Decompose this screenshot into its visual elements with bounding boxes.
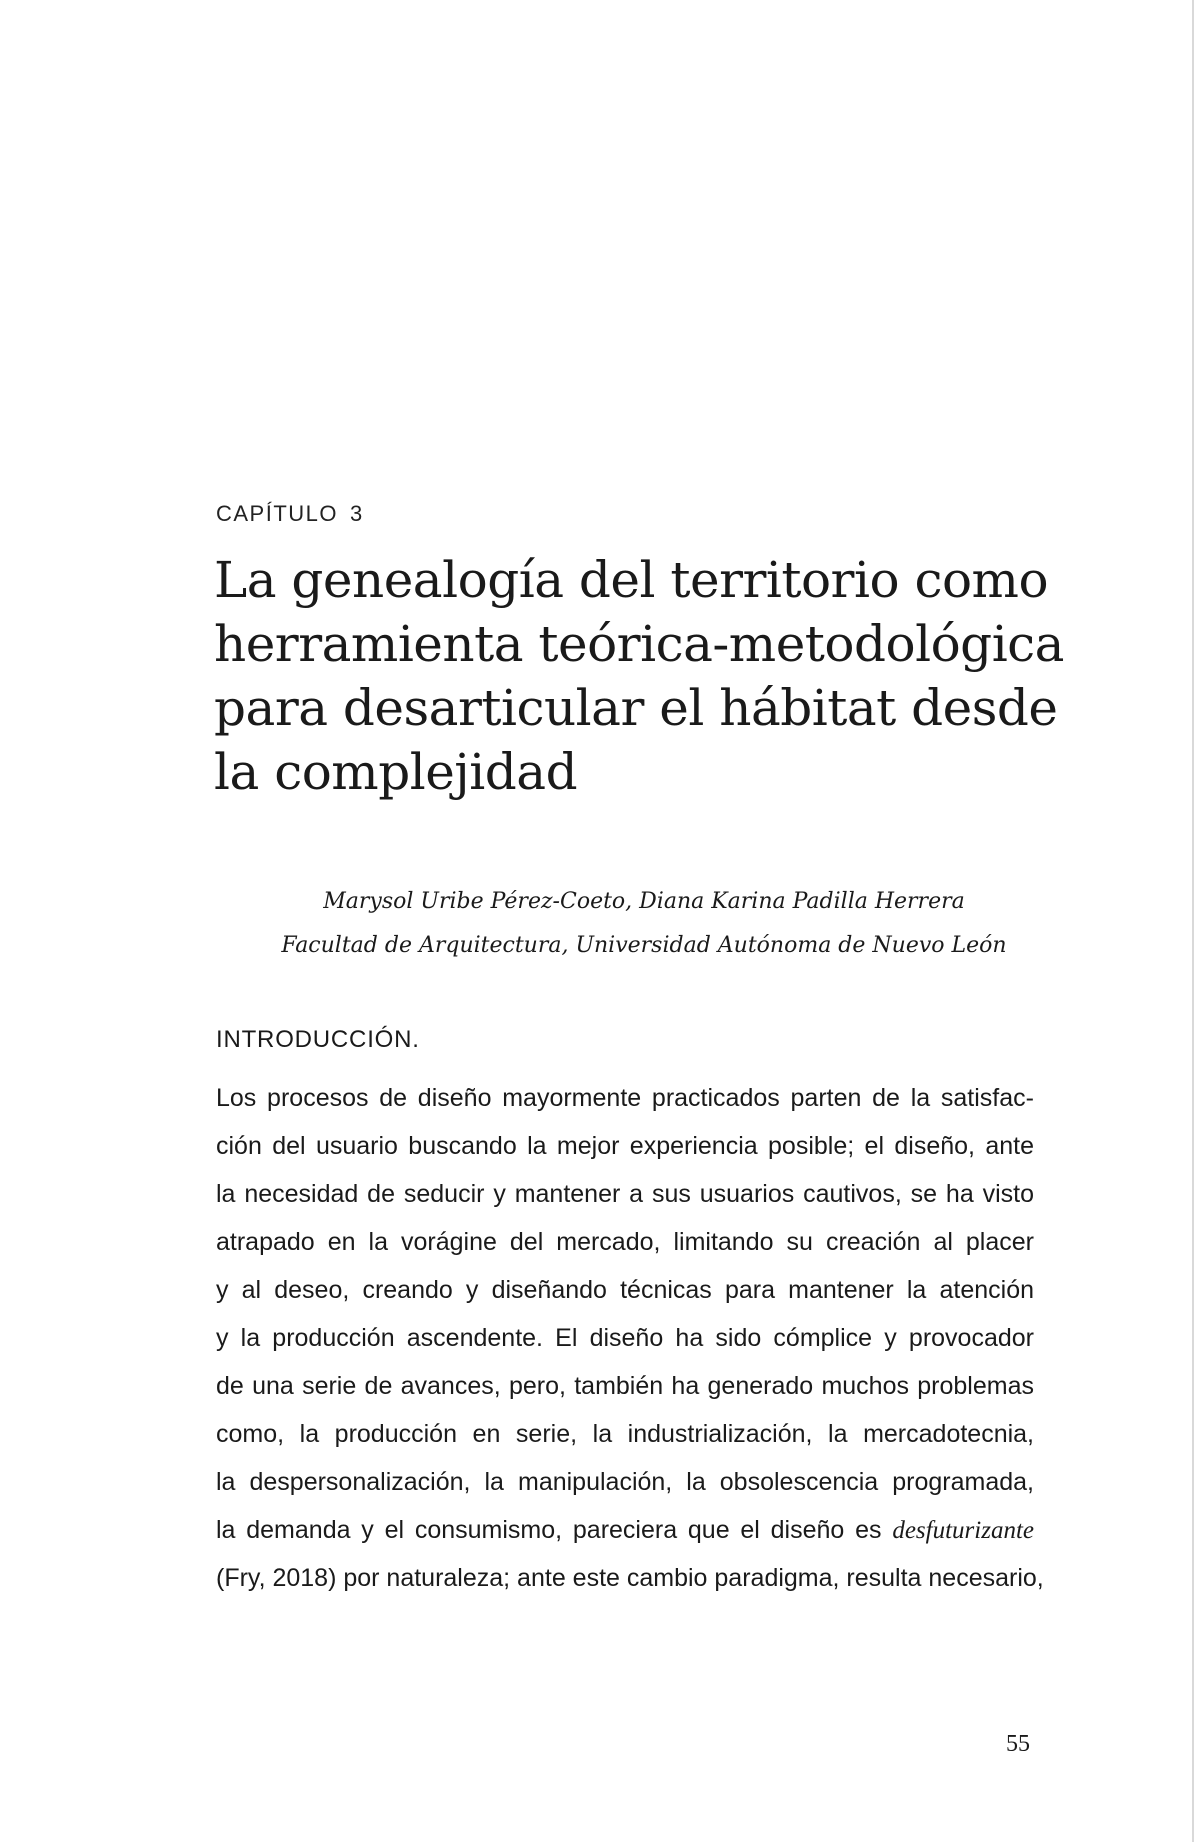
body-line: (Fry, 2018) por naturaleza; ante este cambio paradigma, resulta necesario, [216, 1564, 1044, 1592]
body-line: atrapado en la vorágine del mercado, limitando su creación al placer [216, 1228, 1034, 1256]
chapter-title-line: para desarticular el hábitat desde [214, 679, 1058, 737]
body-line: y al deseo, creando y diseñando técnicas para mantener la atención [216, 1276, 1034, 1304]
chapter-number: 3 [350, 501, 364, 526]
chapter-title-line: la complejidad [214, 743, 578, 801]
chapter-title-line: La genealogía del territorio como [214, 551, 1049, 609]
body-line: ción del usuario buscando la mejor experiencia posible; el diseño, ante [216, 1132, 1034, 1160]
author-names: Marysol Uribe Pérez-Coeto, Diana Karina Padilla Herrera [323, 889, 965, 914]
body-line: y la producción ascendente. El diseño ha sido cómplice y provocador [216, 1324, 1034, 1352]
italic-term: desfuturizante [892, 1517, 1034, 1544]
chapter-label [216, 501, 364, 527]
page-number: 55 [1006, 1731, 1030, 1757]
body-line-with-italic [216, 1506, 1034, 1554]
chapter-title [214, 548, 1074, 804]
body-line: la necesidad de seducir y mantener a sus usuarios cautivos, se ha visto [216, 1180, 1034, 1208]
section-heading: INTRODUCCIÓN. [216, 1026, 420, 1053]
author-block [214, 880, 1074, 968]
author-affiliation: Facultad de Arquitectura, Universidad Autónoma de Nuevo León [281, 933, 1007, 958]
chapter-title-line: herramienta teórica-metodológica [214, 615, 1064, 673]
body-line-text: la demanda y el consumismo, pareciera que el diseño es [216, 1516, 882, 1544]
body-line: de una serie de avances, pero, también ha generado muchos problemas [216, 1372, 1034, 1400]
body-paragraph [216, 1074, 1044, 1602]
body-line: Los procesos de diseño mayormente practicados parten de la satisfac- [216, 1084, 1034, 1112]
body-line: como, la producción en serie, la industrialización, la mercadotecnia, [216, 1420, 1034, 1448]
body-line: la despersonalización, la manipulación, la obsolescencia programada, [216, 1468, 1034, 1496]
chapter-label-text: CAPÍTULO [216, 501, 339, 526]
